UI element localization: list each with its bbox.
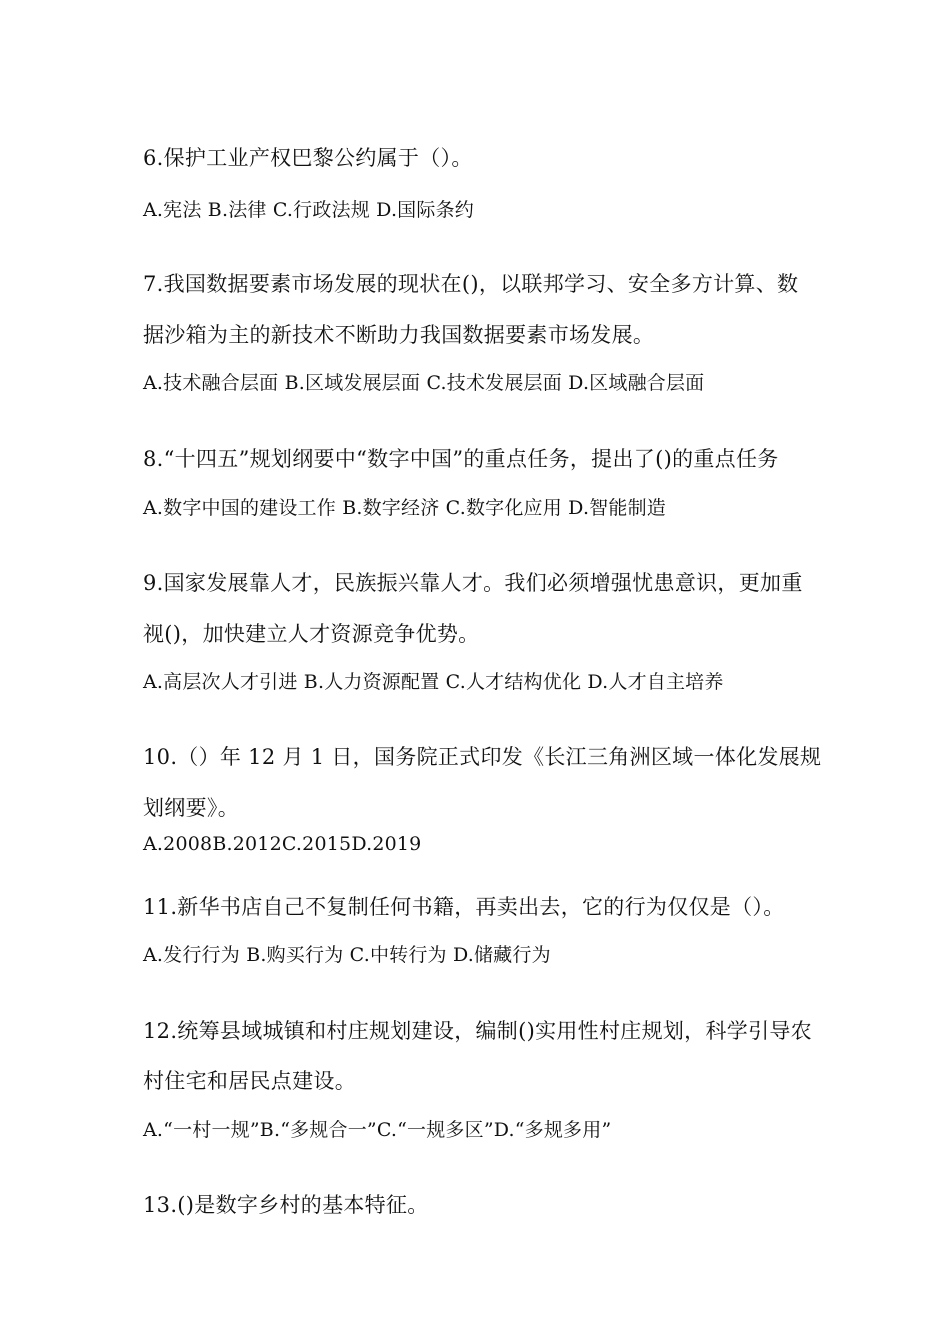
question-9-options: A.高层次人才引进 B.人力资源配置 C.人才结构优化 D.人才自主培养 [143,671,724,693]
question-13-line-1: 13.()是数字乡村的基本特征。 [143,1193,429,1217]
question-10-options: A.2008B.2012C.2015D.2019 [143,833,422,855]
question-6-line-1: 6.保护工业产权巴黎公约属于（）。 [143,146,473,170]
question-7-line-1: 7.我国数据要素市场发展的现状在()，以联邦学习、安全多方计算、数 [143,272,799,296]
question-9-line-2: 视()，加快建立人才资源竞争优势。 [143,622,480,646]
question-7-line-2: 据沙箱为主的新技术不断助力我国数据要素市场发展。 [143,323,655,347]
question-11-options: A.发行行为 B.购买行为 C.中转行为 D.储藏行为 [143,944,551,966]
question-8-options: A.数字中国的建设工作 B.数字经济 C.数字化应用 D.智能制造 [143,497,666,519]
question-10-line-1: 10.（）年 12 月 1 日，国务院正式印发《长江三角洲区域一体化发展规 [143,745,822,769]
question-7-options: A.技术融合层面 B.区域发展层面 C.技术发展层面 D.区域融合层面 [143,372,705,394]
question-12-options: A.“一村一规”B.“多规合一”C.“一规多区”D.“多规多用” [143,1119,612,1141]
question-10-line-2: 划纲要》。 [143,796,239,820]
question-12-line-1: 12.统筹县域城镇和村庄规划建设，编制()实用性村庄规划，科学引导农 [143,1019,812,1043]
question-8-line-1: 8.“十四五”规划纲要中“数字中国”的重点任务，提出了()的重点任务 [143,447,779,471]
question-12-line-2: 村住宅和居民点建设。 [143,1069,356,1093]
question-11-line-1: 11.新华书店自己不复制任何书籍，再卖出去，它的行为仅仅是（）。 [143,895,785,919]
question-9-line-1: 9.国家发展靠人才，民族振兴靠人才。我们必须增强忧患意识，更加重 [143,571,803,595]
question-6-options: A.宪法 B.法律 C.行政法规 D.国际条约 [143,199,474,221]
